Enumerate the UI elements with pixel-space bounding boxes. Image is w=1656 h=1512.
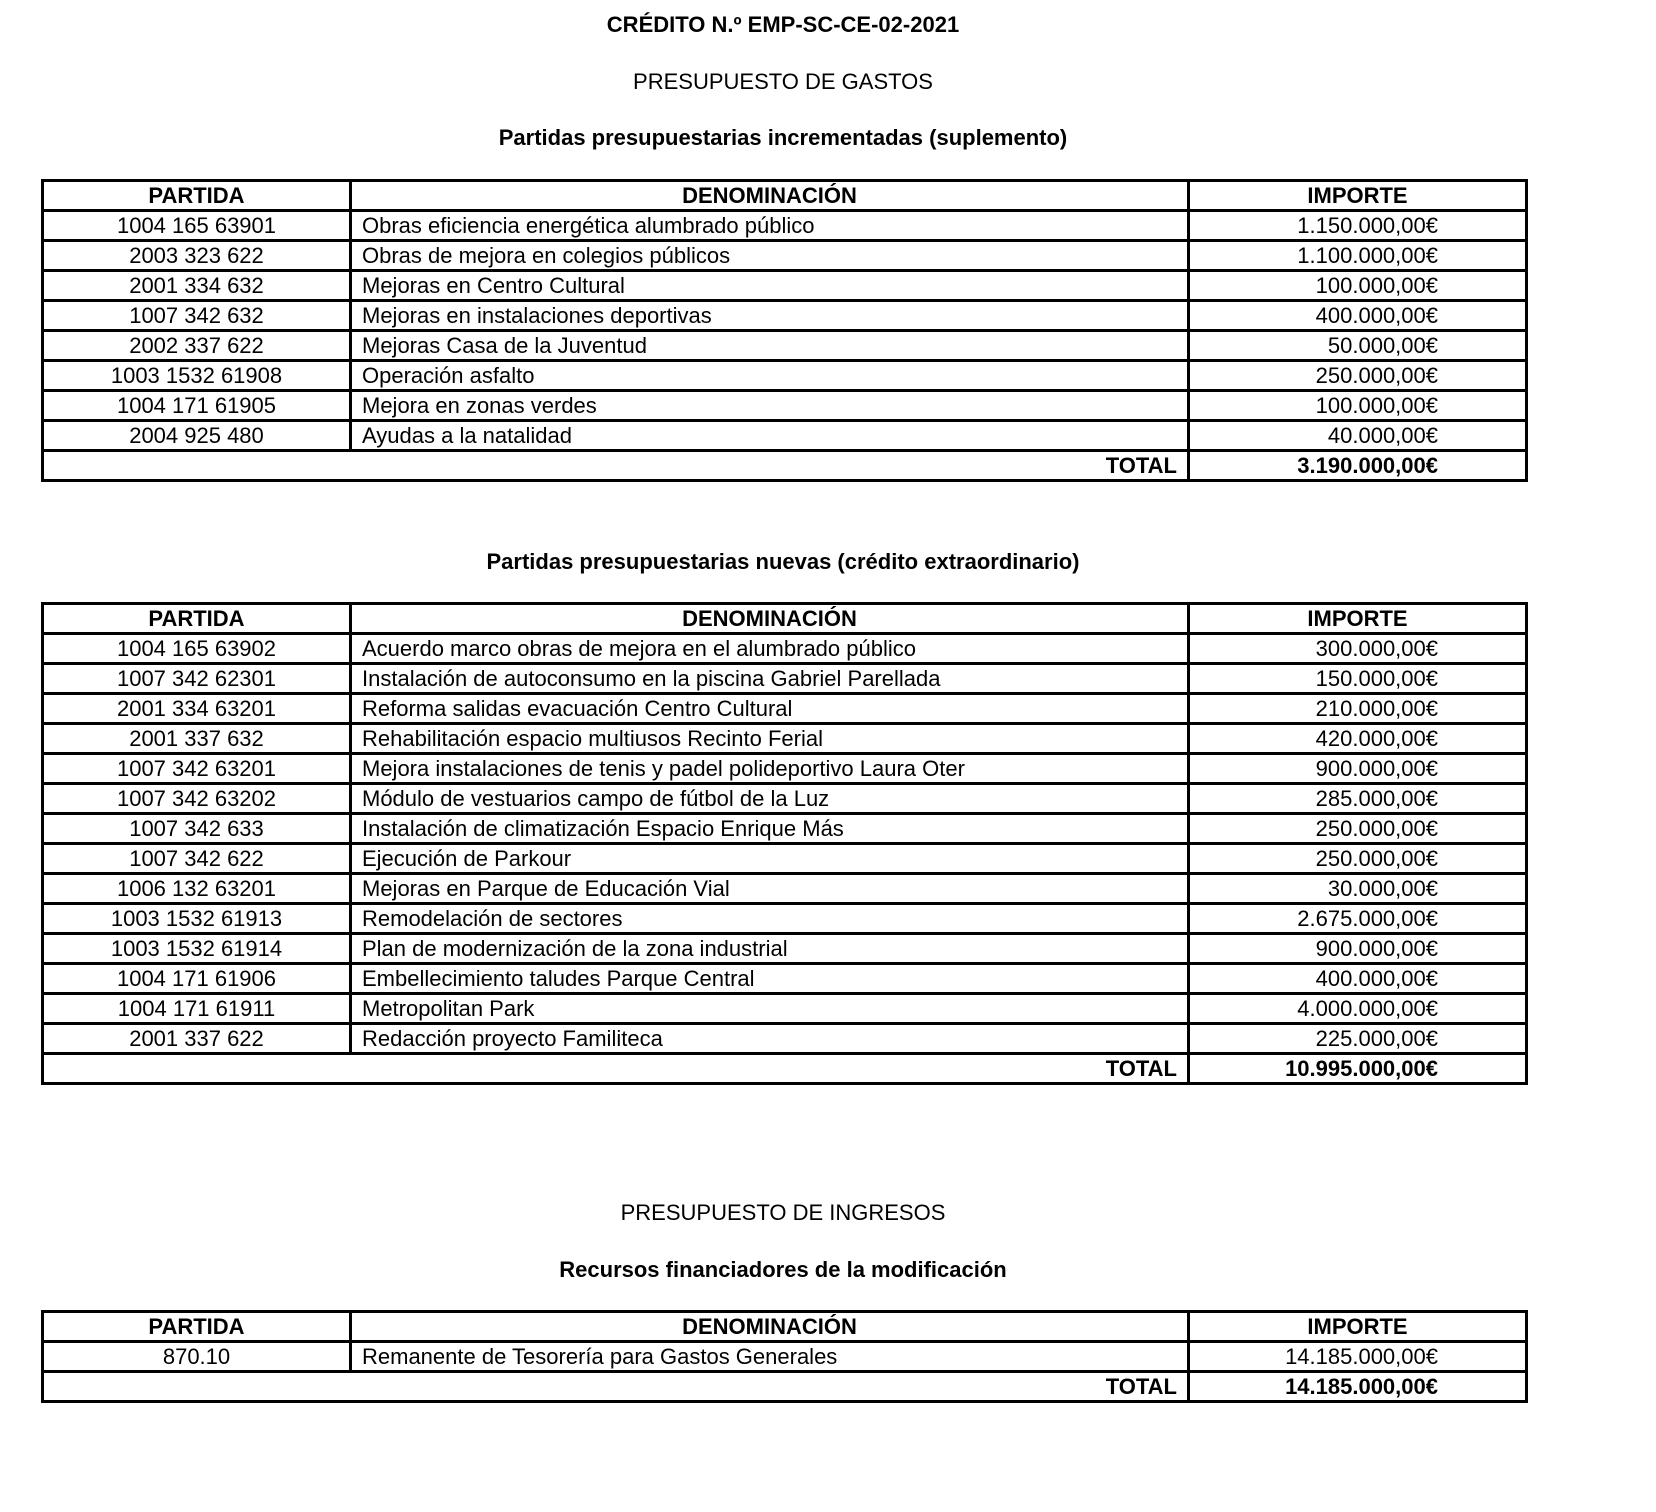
- extraordinario-heading: Partidas presupuestarias nuevas (crédito extraordinario): [486, 549, 1080, 574]
- total-row: [43, 451, 1527, 481]
- importe-cell: 14.185.000,00€: [1189, 1342, 1527, 1372]
- partida-cell: 1007 342 63202: [43, 784, 351, 814]
- partida-cell: 1007 342 633: [43, 814, 351, 844]
- denominacion-cell: Remodelación de sectores: [351, 904, 1189, 934]
- table-row: [43, 844, 1527, 874]
- column-header-denominacion: DENOMINACIÓN: [351, 181, 1189, 211]
- partida-cell: 1003 1532 61914: [43, 934, 351, 964]
- table-row: [43, 421, 1527, 451]
- table-row: [43, 361, 1527, 391]
- column-header-partida: PARTIDA: [43, 604, 351, 634]
- column-header-denominacion: DENOMINACIÓN: [351, 1312, 1189, 1342]
- importe-cell: 100.000,00€: [1189, 391, 1527, 421]
- table-row: [43, 301, 1527, 331]
- importe-cell: 420.000,00€: [1189, 724, 1527, 754]
- importe-cell: 1.100.000,00€: [1189, 241, 1527, 271]
- denominacion-cell: Acuerdo marco obras de mejora en el alumbrado público: [351, 634, 1189, 664]
- importe-cell: 225.000,00€: [1189, 1024, 1527, 1054]
- denominacion-cell: Mejoras en instalaciones deportivas: [351, 301, 1189, 331]
- importe-cell: 250.000,00€: [1189, 814, 1527, 844]
- importe-cell: 400.000,00€: [1189, 964, 1527, 994]
- table-row: [43, 271, 1527, 301]
- partida-cell: 1003 1532 61908: [43, 361, 351, 391]
- denominacion-cell: Metropolitan Park: [351, 994, 1189, 1024]
- denominacion-cell: Plan de modernización de la zona industrial: [351, 934, 1189, 964]
- column-header-importe: IMPORTE: [1189, 604, 1527, 634]
- table-row: [43, 724, 1527, 754]
- table-row: [43, 241, 1527, 271]
- table-row: [43, 934, 1527, 964]
- column-header-importe: IMPORTE: [1189, 181, 1527, 211]
- importe-cell: 400.000,00€: [1189, 301, 1527, 331]
- table-row: [43, 211, 1527, 241]
- denominacion-cell: Redacción proyecto Familiteca: [351, 1024, 1189, 1054]
- denominacion-cell: Mejoras en Parque de Educación Vial: [351, 874, 1189, 904]
- denominacion-cell: Obras de mejora en colegios públicos: [351, 241, 1189, 271]
- total-label: TOTAL: [43, 1372, 1189, 1402]
- table-row: [43, 634, 1527, 664]
- denominacion-cell: Mejora instalaciones de tenis y padel polideportivo Laura Oter: [351, 754, 1189, 784]
- total-row: [43, 1372, 1527, 1402]
- partida-cell: 2004 925 480: [43, 421, 351, 451]
- column-header-importe: IMPORTE: [1189, 1312, 1527, 1342]
- partida-cell: 1007 342 63201: [43, 754, 351, 784]
- table-header-row: [43, 181, 1527, 211]
- table-row: [43, 694, 1527, 724]
- gastos-heading: PRESUPUESTO DE GASTOS: [633, 69, 933, 94]
- denominacion-cell: Reforma salidas evacuación Centro Cultural: [351, 694, 1189, 724]
- denominacion-cell: Embellecimiento taludes Parque Central: [351, 964, 1189, 994]
- denominacion-cell: Ejecución de Parkour: [351, 844, 1189, 874]
- denominacion-cell: Módulo de vestuarios campo de fútbol de la Luz: [351, 784, 1189, 814]
- partida-cell: 1004 165 63902: [43, 634, 351, 664]
- total-label: TOTAL: [43, 451, 1189, 481]
- denominacion-cell: Mejoras en Centro Cultural: [351, 271, 1189, 301]
- table-row: [43, 994, 1527, 1024]
- table-row: [43, 1342, 1527, 1372]
- table-row: [43, 1024, 1527, 1054]
- table-row: [43, 964, 1527, 994]
- partida-cell: 2003 323 622: [43, 241, 351, 271]
- importe-cell: 2.675.000,00€: [1189, 904, 1527, 934]
- partida-cell: 1004 171 61911: [43, 994, 351, 1024]
- total-value: 3.190.000,00€: [1189, 451, 1527, 481]
- importe-cell: 40.000,00€: [1189, 421, 1527, 451]
- partida-cell: 1007 342 62301: [43, 664, 351, 694]
- partida-cell: 1007 342 632: [43, 301, 351, 331]
- partida-cell: 2001 334 632: [43, 271, 351, 301]
- table-row: [43, 331, 1527, 361]
- total-label: TOTAL: [43, 1054, 1189, 1084]
- ingresos-heading: PRESUPUESTO DE INGRESOS: [620, 1200, 946, 1225]
- denominacion-cell: Mejora en zonas verdes: [351, 391, 1189, 421]
- denominacion-cell: Instalación de autoconsumo en la piscina Gabriel Parellada: [351, 664, 1189, 694]
- denominacion-cell: Remanente de Tesorería para Gastos Generales: [351, 1342, 1189, 1372]
- partida-cell: 1007 342 622: [43, 844, 351, 874]
- importe-cell: 900.000,00€: [1189, 934, 1527, 964]
- total-value: 10.995.000,00€: [1189, 1054, 1527, 1084]
- column-header-partida: PARTIDA: [43, 181, 351, 211]
- denominacion-cell: Rehabilitación espacio multiusos Recinto Ferial: [351, 724, 1189, 754]
- partida-cell: 2001 337 622: [43, 1024, 351, 1054]
- table-header-row: [43, 604, 1527, 634]
- table-row: [43, 784, 1527, 814]
- denominacion-cell: Operación asfalto: [351, 361, 1189, 391]
- partida-cell: 1004 171 61905: [43, 391, 351, 421]
- importe-cell: 150.000,00€: [1189, 664, 1527, 694]
- table-row: [43, 664, 1527, 694]
- importe-cell: 50.000,00€: [1189, 331, 1527, 361]
- importe-cell: 300.000,00€: [1189, 634, 1527, 664]
- partida-cell: 870.10: [43, 1342, 351, 1372]
- column-header-denominacion: DENOMINACIÓN: [351, 604, 1189, 634]
- partida-cell: 1004 171 61906: [43, 964, 351, 994]
- importe-cell: 4.000.000,00€: [1189, 994, 1527, 1024]
- partida-cell: 2001 337 632: [43, 724, 351, 754]
- table-header-row: [43, 1312, 1527, 1342]
- total-value: 14.185.000,00€: [1189, 1372, 1527, 1402]
- table-row: [43, 754, 1527, 784]
- table-row: [43, 391, 1527, 421]
- table-row: [43, 814, 1527, 844]
- importe-cell: 210.000,00€: [1189, 694, 1527, 724]
- table-row: [43, 874, 1527, 904]
- column-header-partida: PARTIDA: [43, 1312, 351, 1342]
- document-title: CRÉDITO N.º EMP-SC-CE-02-2021: [606, 12, 960, 37]
- importe-cell: 900.000,00€: [1189, 754, 1527, 784]
- ingresos-table: [41, 1310, 1528, 1403]
- denominacion-cell: Obras eficiencia energética alumbrado público: [351, 211, 1189, 241]
- total-row: [43, 1054, 1527, 1084]
- partida-cell: 2001 334 63201: [43, 694, 351, 724]
- suplemento-heading: Partidas presupuestarias incrementadas (suplemento): [498, 125, 1068, 150]
- recursos-heading: Recursos financiadores de la modificación: [559, 1257, 1007, 1282]
- importe-cell: 1.150.000,00€: [1189, 211, 1527, 241]
- partida-cell: 1006 132 63201: [43, 874, 351, 904]
- partida-cell: 2002 337 622: [43, 331, 351, 361]
- partida-cell: 1003 1532 61913: [43, 904, 351, 934]
- partida-cell: 1004 165 63901: [43, 211, 351, 241]
- denominacion-cell: Instalación de climatización Espacio Enrique Más: [351, 814, 1189, 844]
- importe-cell: 250.000,00€: [1189, 361, 1527, 391]
- importe-cell: 30.000,00€: [1189, 874, 1527, 904]
- extraordinario-table: [41, 602, 1528, 1085]
- denominacion-cell: Mejoras Casa de la Juventud: [351, 331, 1189, 361]
- importe-cell: 100.000,00€: [1189, 271, 1527, 301]
- table-row: [43, 904, 1527, 934]
- importe-cell: 285.000,00€: [1189, 784, 1527, 814]
- denominacion-cell: Ayudas a la natalidad: [351, 421, 1189, 451]
- suplemento-table: [41, 179, 1528, 482]
- importe-cell: 250.000,00€: [1189, 844, 1527, 874]
